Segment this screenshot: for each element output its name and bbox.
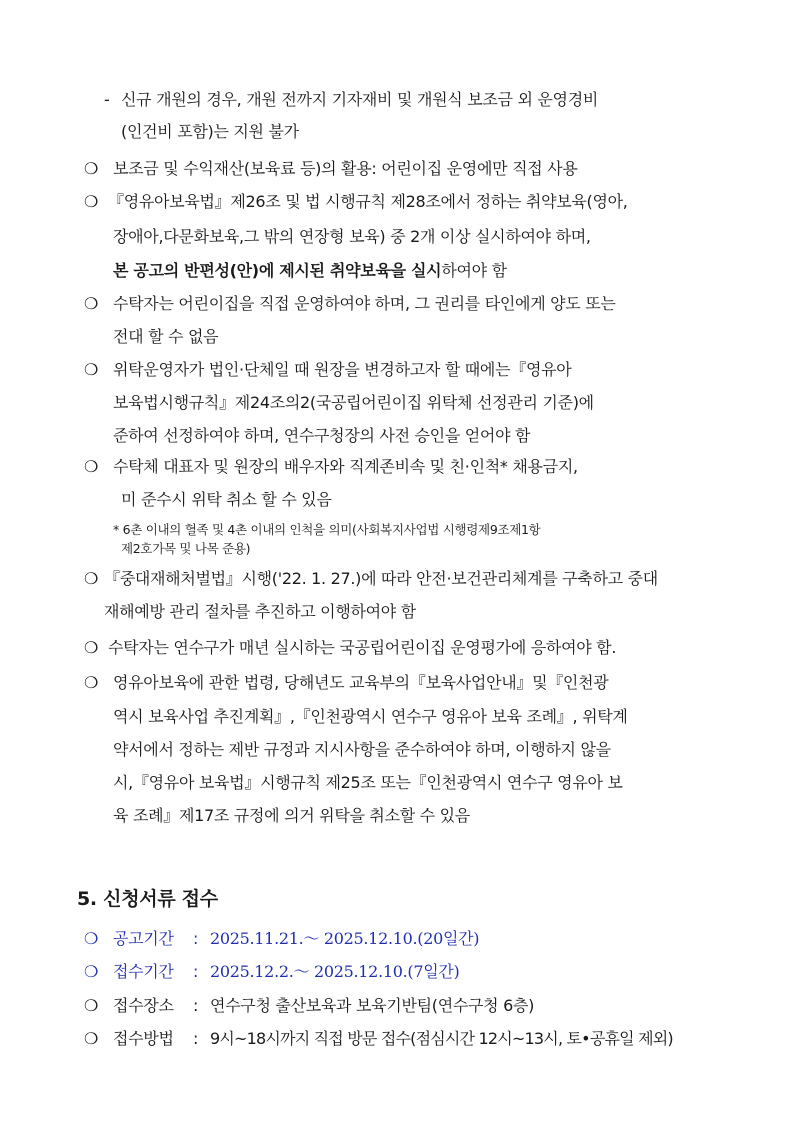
item-line: 『영유아보육법』제26조 및 법 시행규칙 제28조에서 정하는 취약보육(영아,: [108, 192, 628, 211]
item-line: 위탁운영자가 법인·단체일 때 원장을 변경하고자 할 때에는『영유아: [113, 360, 572, 379]
bullet-circle-icon: ❍: [84, 457, 99, 476]
item-line: 약서에서 정하는 제반 규정과 지시사항을 준수하여야 하며, 이행하지 않을: [113, 740, 611, 759]
item-line: 전대 할 수 없음: [113, 327, 219, 346]
row-separator: :: [193, 996, 199, 1015]
row-label: 접수방법: [113, 1029, 174, 1048]
row-value: 연수구청 출산보육과 보육기반팀(연수구청 6층): [210, 996, 535, 1015]
bullet-circle-icon: ❍: [84, 1029, 99, 1048]
item-line: 수탁자는 연수구가 매년 실시하는 국공립어린이집 운영평가에 응하여야 함.: [108, 638, 617, 657]
item-line: 수탁체 대표자 및 원장의 배우자와 직계존비속 및 친·인척* 채용금지,: [113, 457, 578, 476]
sub-line-2: (인건비 포함)는 지원 불가: [121, 122, 299, 141]
sub-dash: -: [104, 90, 110, 109]
footnote-line-2: 제2호가목 및 나목 준용): [121, 541, 251, 556]
emphasis-tail: 하여야 함: [441, 261, 507, 280]
item-line: 준하여 선정하여야 하며, 연수구청장의 사전 승인을 얻어야 함: [113, 426, 531, 445]
row-value: 9시~18시까지 직접 방문 접수(점심시간 12시~13시, 토•공휴일 제외): [210, 1029, 673, 1048]
item-line: 영유아보육에 관한 법령, 당해년도 교육부의『보육사업안내』및『인천광: [113, 673, 609, 692]
bullet-circle-icon: ❍: [84, 192, 99, 211]
item-line: 미 준수시 위탁 취소 할 수 있음: [121, 490, 332, 509]
bullet-circle-icon: ❍: [84, 638, 99, 657]
row-separator: :: [193, 929, 199, 948]
item-line: 장애아,다문화보육,그 밖의 연장형 보육) 중 2개 이상 실시하여야 하며,: [113, 227, 591, 246]
bullet-circle-icon: ❍: [84, 569, 99, 588]
bullet-circle-icon: ❍: [84, 962, 99, 981]
bullet-circle-icon: ❍: [84, 294, 99, 313]
row-label: 공고기간: [113, 929, 174, 948]
item-line-emphasis: [113, 259, 507, 283]
sub-line-1: 신규 개원의 경우, 개원 전까지 기자재비 및 개원식 보조금 외 운영경비: [121, 90, 599, 109]
bullet-circle-icon: ❍: [84, 929, 99, 948]
item-line: 수탁자는 어린이집을 직접 운영하여야 하며, 그 권리를 타인에게 양도 또는: [113, 294, 616, 313]
row-separator: :: [193, 962, 199, 981]
item-line: 육 조례』제17조 규정에 의거 위탁을 취소할 수 있음: [113, 806, 470, 825]
bullet-circle-icon: ❍: [84, 360, 99, 379]
row-separator: :: [193, 1029, 199, 1048]
item-line: 보육법시행규칙』제24조의2(국공립어린이집 위탁체 선정관리 기준)에: [113, 393, 594, 412]
item-line: 보조금 및 수익재산(보육료 등)의 활용: 어린이집 운영에만 직접 사용: [113, 159, 578, 178]
item-line: 『중대재해처벌법』시행('22. 1. 27.)에 따라 안전·보건관리체계를 구축하고 중대: [104, 569, 658, 588]
section-heading: 5. 신청서류 접수: [77, 888, 218, 910]
item-line: 시,『영유아 보육법』시행규칙 제25조 또는『인천광역시 연수구 영유아 보: [113, 773, 623, 792]
item-line: 재해예방 관리 절차를 추진하고 이행하여야 함: [104, 602, 416, 621]
row-label: 접수기간: [113, 962, 174, 981]
item-line: 역시 보육사업 추진계획』,『인천광역시 연수구 영유아 보육 조례』, 위탁계: [113, 707, 628, 726]
row-value: 2025.11.21.～ 2025.12.10.(20일간): [210, 929, 480, 948]
bullet-circle-icon: ❍: [84, 996, 99, 1015]
row-label: 접수장소: [113, 996, 174, 1015]
bullet-circle-icon: ❍: [84, 159, 99, 178]
emphasis-text: 본 공고의 반편성(안)에 제시된 취약보육을 실시: [113, 261, 442, 280]
footnote-line-1: * 6촌 이내의 혈족 및 4촌 이내의 인척을 의미(사회복지사업법 시행령제9조제1항: [113, 522, 541, 537]
bullet-circle-icon: ❍: [84, 673, 99, 692]
row-value: 2025.12.2.～ 2025.12.10.(7일간): [210, 962, 460, 981]
